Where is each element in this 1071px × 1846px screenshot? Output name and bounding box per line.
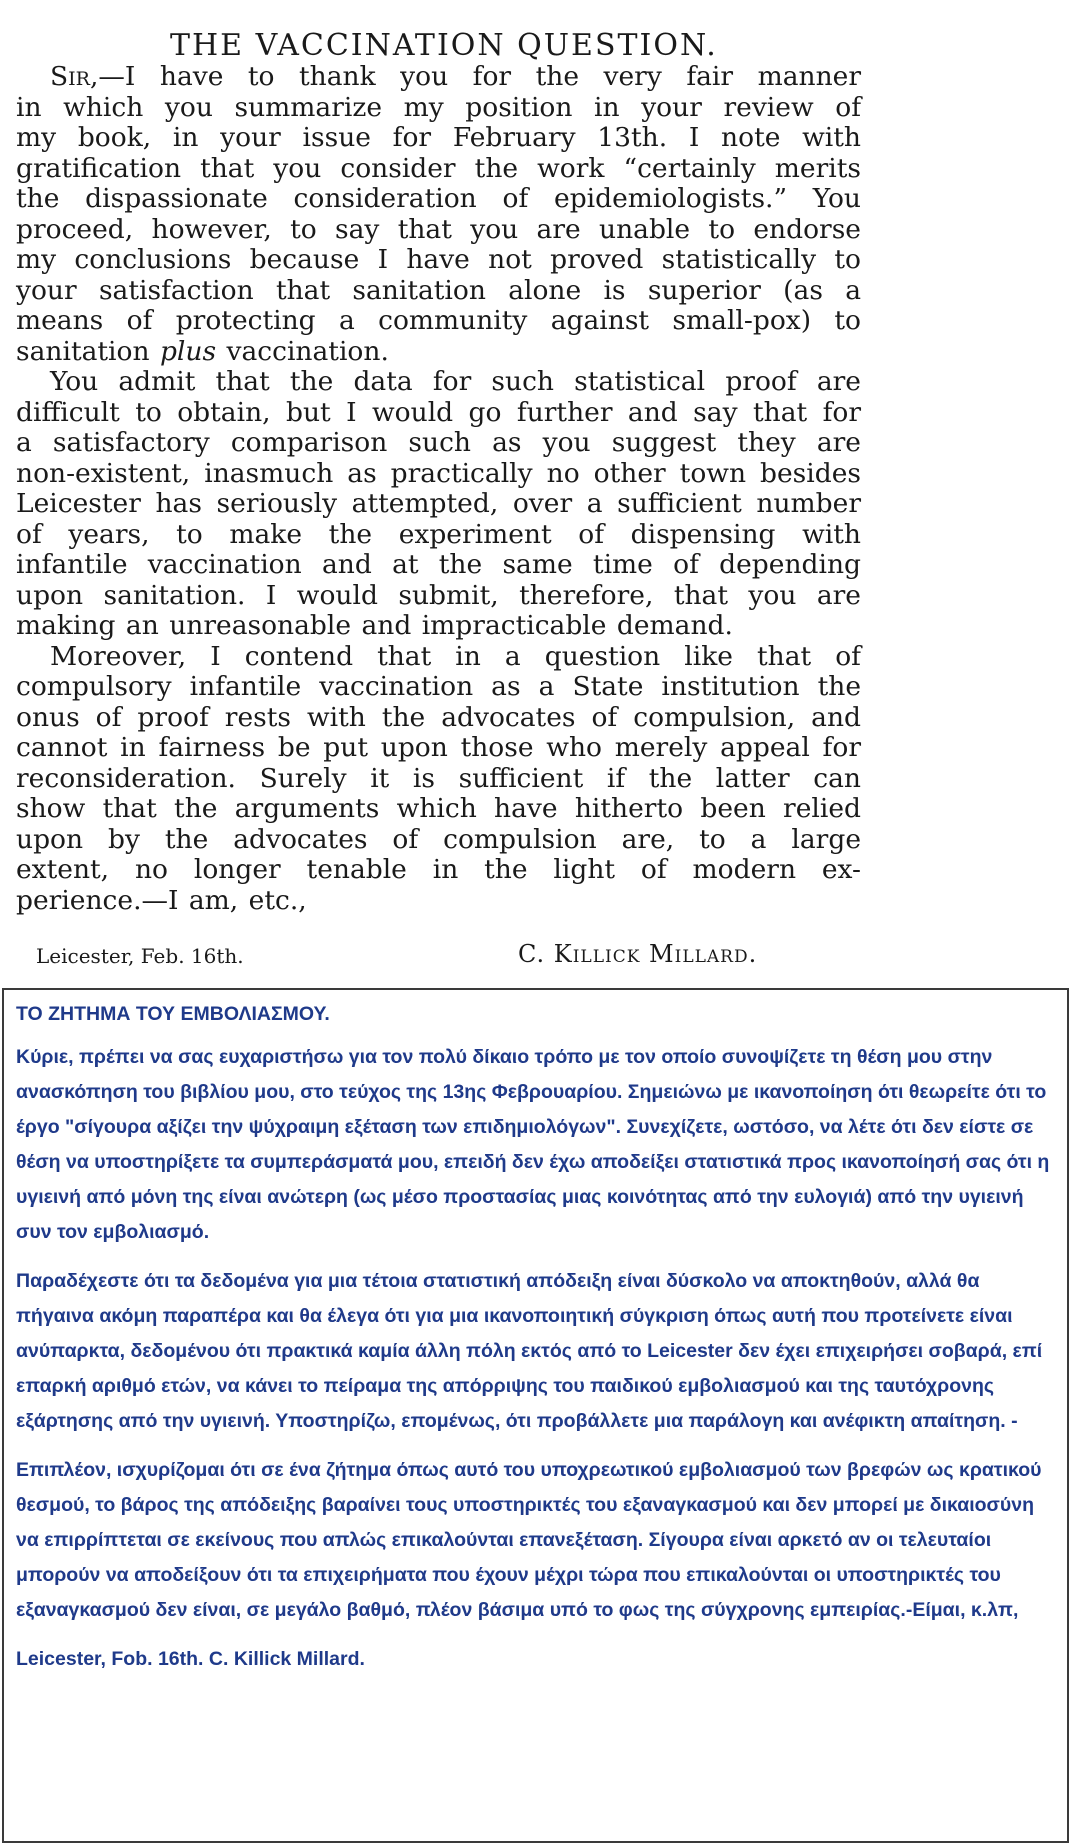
translation-paragraph: Παραδέχεστε ότι τα δεδομένα για μια τέτοια στατιστική απόδειξη είναι δύσκολο να αποκτηθούν, αλλά θα πήγαινα ακόμη παραπέρα και θα έλεγα ότι για μια ικανοποιητική σύγκριση όπως αυτή που προτείνετε είναι ανύπαρκτα, δεδομένου ότι πρακτικά καμία άλλη πόλη εκτός από το Leicester δεν έχει επιχειρήσει σοβαρά, επί επαρκή αριθμό ετών, να κάνει το πείραμα της απόρριψης του παιδικού εμβολιασμού και της ταυτόχρονης εξάρτησης από την υγιεινή. Υποστηρίζω, επομένως, ότι προβάλλετε μια παράλογη και ανέφικτη απαίτηση. - <box>16 1270 1043 1432</box>
translation-box <box>2 988 1069 1843</box>
clipping-line: of years, to make the experiment of dispensing with <box>16 518 861 550</box>
clipping-line: Moreover, I contend that in a question like that of <box>50 640 861 672</box>
clipping-line: sanitation plus vaccination. <box>16 335 389 367</box>
clipping-title: THE VACCINATION QUESTION. <box>170 28 718 63</box>
clipping-line: difficult to obtain, but I would go further and say that for <box>16 396 861 428</box>
clipping-line: gratification that you consider the work “certainly merits <box>16 152 861 184</box>
newspaper-clipping <box>0 0 900 975</box>
italic-plus: plus <box>159 335 217 367</box>
salutation: Sir <box>50 61 90 92</box>
place-date: Leicester, Feb. 16th. <box>36 944 244 968</box>
clipping-line: Leicester has seriously attempted, over a sufficient number <box>16 488 861 519</box>
translation-paragraph: Επιπλέον, ισχυρίζομαι ότι σε ένα ζήτημα όπως αυτό του υποχρεωτικού εμβολιασμού των βρεφών ως κρατικού θεσμού, το βάρος της απόδειξης βαραίνει τους υποστηρικτές του εξαναγκασμού και δεν μπορεί με δικαιοσύνη να επιρρίπτεται σε εκείνους που απλώς επικαλούνται επανεξέταση. Σίγουρα είναι αρκετό αν οι τελευταίοι μπορούν να αποδείξουν ότι τα επιχειρήματα που έχουν μέχρι τώρα που επικαλούνται οι υποστηρικτές του εξαναγκασμού δεν είναι, σε μεγάλο βαθμό, πλέον βάσιμα υπό το φως της σύγχρονης εμπειρίας.-Είμαι, κ.λπ, <box>16 1459 1042 1621</box>
clipping-line: your satisfaction that sanitation alone is superior (as a <box>16 274 861 306</box>
clipping-line: onus of proof rests with the advocates of compulsion, and <box>16 701 861 733</box>
author-name: C. Killick Millard. <box>518 940 758 968</box>
clipping-line: in which you summarize my position in your review of <box>16 91 861 123</box>
clipping-line: a satisfactory comparison such as you suggest they are <box>16 427 861 458</box>
clipping-line: non-existent, inasmuch as practically no other town besides <box>16 457 861 489</box>
clipping-line: reconsideration. Surely it is sufficient if the latter can <box>16 762 861 794</box>
clipping-line: the dispassionate consideration of epidemiologists.” You <box>16 183 861 214</box>
clipping-line: compulsory infantile vaccination as a State institution the <box>16 671 861 702</box>
clipping-line: making an unreasonable and impracticable demand. <box>16 610 733 641</box>
clipping-line: proceed, however, to say that you are unable to endorse <box>16 213 861 245</box>
clipping-line: extent, no longer tenable in the light of modern ex- <box>16 854 861 885</box>
clipping-line: You admit that the data for such statistical proof are <box>50 366 861 397</box>
clipping-line: infantile vaccination and at the same time of depending <box>16 549 861 580</box>
clipping-line: perience.—I am, etc., <box>16 884 307 916</box>
clipping-line: Sir,—I have to thank you for the very fair manner <box>50 61 861 92</box>
translation-title: ΤΟ ΖΗΤΗΜΑ ΤΟΥ ΕΜΒΟΛΙΑΣΜΟΥ. <box>16 1003 330 1025</box>
clipping-line: cannot in fairness be put upon those who merely appeal for <box>16 732 861 763</box>
clipping-line: my book, in your issue for February 13th. I note with <box>16 122 861 153</box>
clipping-line: my conclusions because I have not proved statistically to <box>16 244 861 275</box>
clipping-body <box>16 62 861 916</box>
clipping-line: means of protecting a community against small-pox) to <box>16 305 861 336</box>
translation-signature: Leicester, Fob. 16th. C. Killick Millard. <box>16 1648 365 1670</box>
translation-paragraph: Κύριε, πρέπει να σας ευχαριστήσω για τον πολύ δίκαιο τρόπο με τον οποίο συνοψίζετε τη θέση μου στην ανασκόπηση του βιβλίου μου, στο τεύχος της 13ης Φεβρουαρίου. Σημειώνω με ικανοποίηση ότι θεωρείτε ότι το έργο "σίγουρα αξίζει την ψύχραιμη εξέταση των επιδημιολόγων". Συνεχίζετε, ωστόσο, να λέτε ότι δεν είστε σε θέση να υποστηρίξετε τα συμπεράσματά μου, επειδή δεν έχω αποδείξει στατιστικά προς ικανοποίησή σας ότι η υγιεινή από μόνη της είναι ανώτερη (ως μέσο προστασίας μιας κοινότητας από την ευλογιά) από την υγιεινή συν τον εμβολιασμό. <box>16 1046 1050 1243</box>
clipping-line: upon sanitation. I would submit, therefore, that you are <box>16 579 861 611</box>
clipping-line: show that the arguments which have hitherto been relied <box>16 793 861 824</box>
clipping-line: upon by the advocates of compulsion are, to a large <box>16 823 861 855</box>
